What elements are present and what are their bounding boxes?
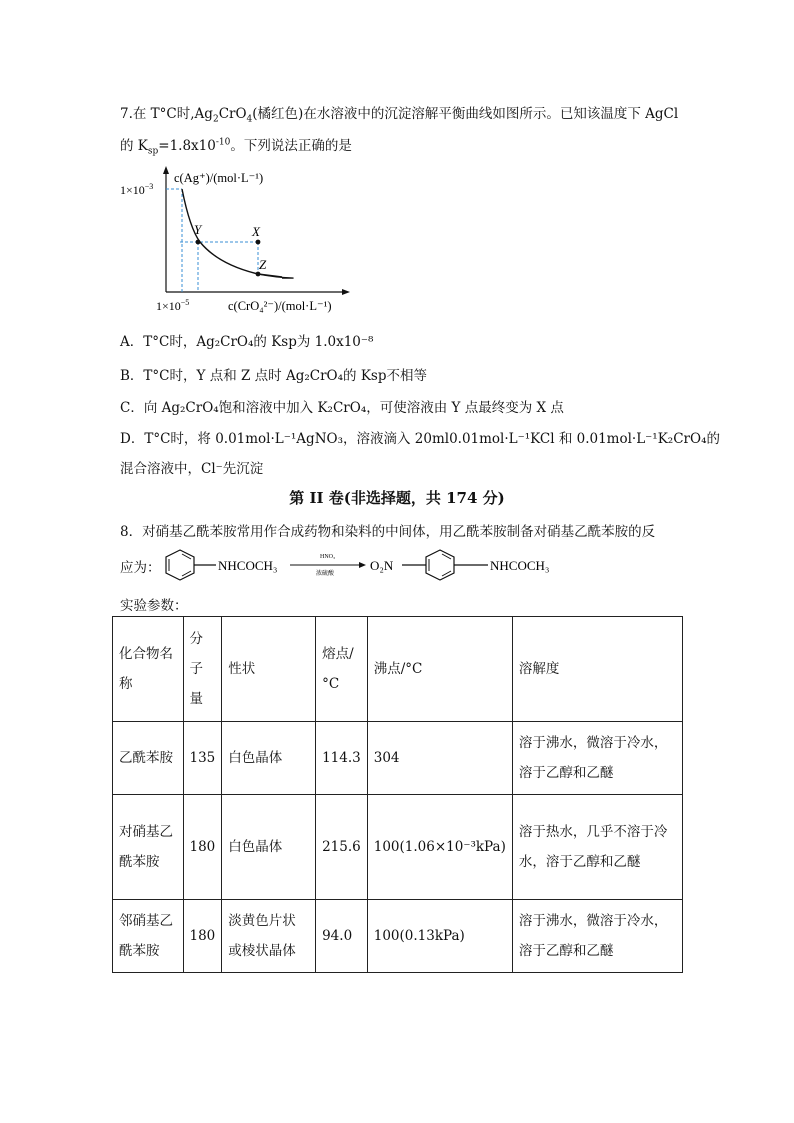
cell-solubility: 溶于沸水，微溶于冷水，溶于乙醇和乙醚 [512, 722, 682, 795]
x-axis-label: c(CrO₄²⁻)/(mol·L⁻¹) [228, 299, 332, 313]
point-x-marker [256, 240, 261, 245]
section-title: 第 II 卷(非选择题，共 174 分) [289, 489, 505, 507]
product-benzene-ring [426, 550, 454, 580]
cell-molar-mass: 180 [183, 795, 222, 900]
option-d: D．T°C时，将 0.01mol·L⁻¹AgNO₃，溶液滴入 20ml0.01mol·L⁻¹KCl 和 0.01mol·L⁻¹K₂CrO₄的 [120, 431, 720, 447]
cell-appearance: 白色晶体 [222, 795, 316, 900]
reactant-group: NHCOCH₃ [218, 558, 278, 573]
header-molar-mass: 分子量 [183, 617, 222, 722]
product-prefix: O₂N [370, 558, 394, 573]
header-melting-point: 熔点/°C [316, 617, 368, 722]
q7-stem-line1: 7.在 T°C时$,Ag_2CrO_4$(橘红色)在水溶液中的沉淀溶解平衡曲线如图所示。已知该温度下 AgCl [120, 106, 679, 125]
table-row [113, 900, 683, 973]
q8-reaction-prefix: 应为： [120, 560, 161, 576]
reaction-equation [120, 546, 590, 582]
reactant-benzene-ring [166, 550, 194, 580]
cell-compound: 乙酰苯胺 [113, 722, 184, 795]
reagent-top: HNO₃ [320, 554, 336, 560]
cell-boiling-point: 100(0.13kPa) [367, 900, 512, 973]
product-group: NHCOCH₃ [490, 558, 550, 573]
header-compound: 化合物名称 [113, 617, 184, 722]
y-axis-label: c(Ag⁺)/(mol·L⁻¹) [174, 171, 264, 185]
params-label: 实验参数： [120, 598, 188, 614]
point-z-marker [256, 272, 261, 277]
cell-compound: 邻硝基乙酰苯胺 [113, 900, 184, 973]
cell-solubility: 溶于沸水，微溶于冷水，溶于乙醇和乙醚 [512, 900, 682, 973]
table-header-row [113, 617, 683, 722]
cell-molar-mass: 135 [183, 722, 222, 795]
x-axis-arrow [342, 289, 350, 295]
header-solubility: 溶解度 [512, 617, 682, 722]
point-x-label: X [252, 224, 260, 239]
cell-melting-point: 114.3 [316, 722, 368, 795]
option-d-continued: 混合溶液中，Cl⁻先沉淀 [120, 461, 264, 477]
cell-boiling-point: 304 [367, 722, 512, 795]
table-row [113, 795, 683, 900]
solubility-curve-chart [118, 164, 358, 324]
q7-stem-line2: 的 $K_{sp}=1.8x10^{-10}$。下列说法正确的是 [120, 137, 352, 157]
option-c: C．向 Ag₂CrO₄饱和溶液中加入 K₂CrO₄，可使溶液由 Y 点最终变为 X 点 [120, 400, 564, 416]
y-tick-label: $1\times 10^{-3}$ [120, 182, 154, 197]
cell-melting-point: 215.6 [316, 795, 368, 900]
cell-appearance: 淡黄色片状或棱状晶体 [222, 900, 316, 973]
x-tick-label: $1\times 10^{-5}$ [156, 298, 190, 313]
table-row [113, 722, 683, 795]
cell-melting-point: 94.0 [316, 900, 368, 973]
cell-solubility: 溶于热水，几乎不溶于冷水，溶于乙醇和乙醚 [512, 795, 682, 900]
experiment-parameter-table [112, 616, 683, 973]
cell-compound: 对硝基乙酰苯胺 [113, 795, 184, 900]
cell-appearance: 白色晶体 [222, 722, 316, 795]
point-y-label: Y [194, 222, 202, 237]
option-a: A．T°C时，Ag₂CrO₄的 Ksp为 1.0x10⁻⁸ [120, 334, 374, 350]
point-y-marker [196, 240, 201, 245]
header-boiling-point: 沸点/°C [367, 617, 512, 722]
y-axis-arrow [163, 166, 169, 174]
cell-boiling-point: 100(1.06×10⁻³kPa) [367, 795, 512, 900]
q8-stem-line1: 8．对硝基乙酰苯胺常用作合成药物和染料的中间体，用乙酰苯胺制备对硝基乙酰苯胺的反 [120, 524, 656, 540]
option-b: B．T°C时，Y 点和 Z 点时 Ag₂CrO₄的 Ksp不相等 [120, 368, 427, 384]
header-appearance: 性状 [222, 617, 316, 722]
cell-molar-mass: 180 [183, 900, 222, 973]
point-z-label: Z [259, 257, 267, 272]
reagent-bottom: 浓硫酸 [316, 571, 335, 577]
